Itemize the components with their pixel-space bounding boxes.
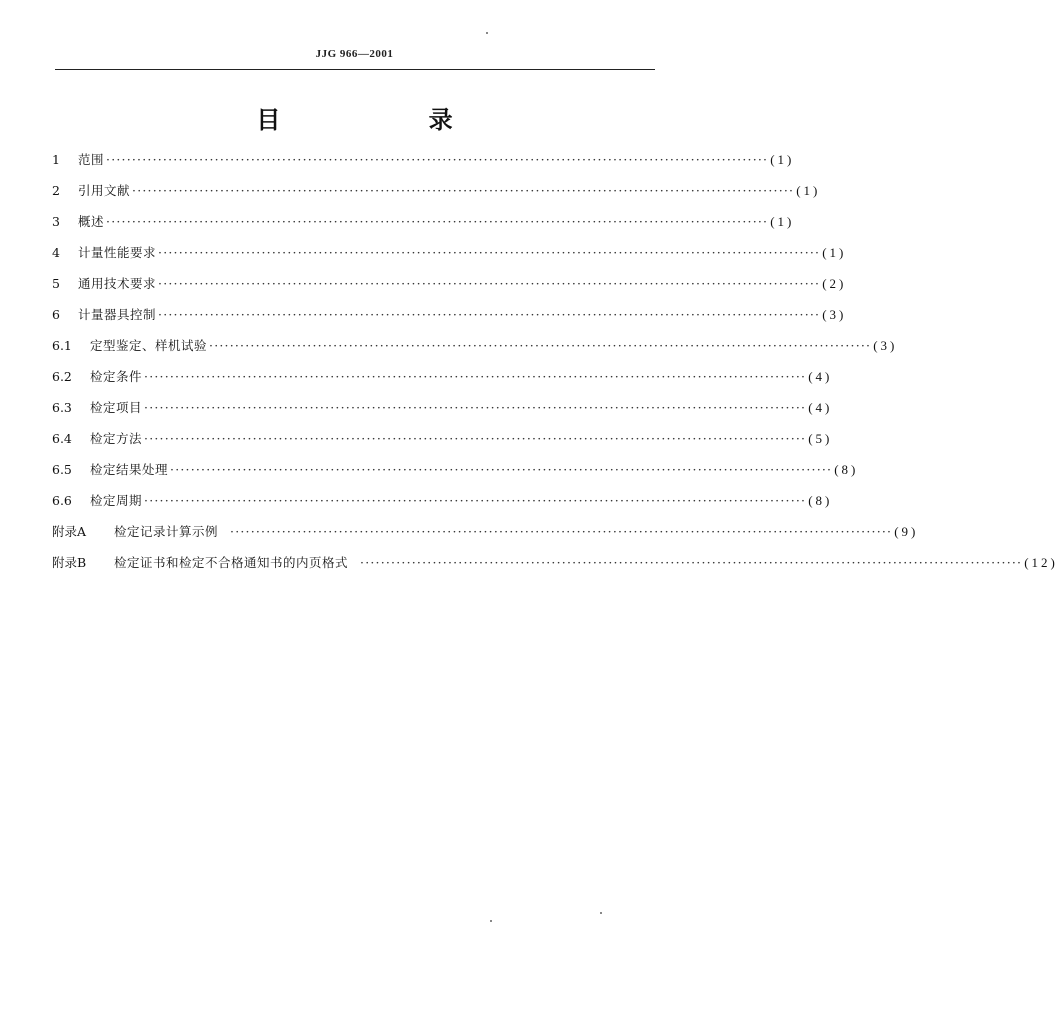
- toc-entry-page: (3): [822, 307, 847, 322]
- toc-leader-dots: ································································································································: [170, 462, 833, 477]
- toc-entry-page: (4): [808, 369, 833, 384]
- toc-leader-dots: ································································································································: [158, 245, 821, 260]
- toc-entry-page: (12): [1024, 555, 1058, 570]
- scan-speck: [600, 912, 602, 914]
- toc-leader-dots: ································································································································: [360, 555, 1023, 570]
- toc-entry-number: 6.6: [52, 493, 72, 508]
- toc-entry[interactable]: [52, 429, 833, 460]
- toc-entry-label: 计量性能要求: [78, 245, 157, 260]
- toc-leader-dots: ································································································································: [158, 276, 821, 291]
- toc-leader-dots: ································································································································: [144, 493, 807, 508]
- toc-leader-dots: ································································································································: [209, 338, 872, 353]
- toc-entry-number: 1: [52, 152, 60, 167]
- toc-entry-number: 6.3: [52, 400, 72, 415]
- toc-entry-label: 检定项目: [90, 400, 143, 415]
- toc-entry-label: 检定条件: [90, 369, 143, 384]
- toc-entry-number: 6: [52, 307, 60, 322]
- toc-entry[interactable]: [52, 398, 833, 429]
- toc-entry-number: 附录B: [52, 555, 87, 570]
- toc-entry-page: (5): [808, 431, 833, 446]
- page-title: 目 录: [256, 106, 523, 134]
- toc-leader-dots: ································································································································: [144, 400, 807, 415]
- toc-entry-label: 定型鉴定、样机试验: [90, 338, 208, 353]
- toc-entry-page: (8): [834, 462, 859, 477]
- toc-entry-page: (1): [796, 183, 821, 198]
- toc-entry-page: (3): [873, 338, 898, 353]
- toc-entry-label: 通用技术要求: [78, 276, 157, 291]
- toc-entry-page: (8): [808, 493, 833, 508]
- toc-entry-label: 检定证书和检定不合格通知书的内页格式: [114, 555, 349, 570]
- table-of-contents: [52, 150, 1058, 584]
- toc-entry-page: (9): [894, 524, 919, 539]
- toc-entry-label: 引用文献: [78, 183, 131, 198]
- toc-entry[interactable]: [52, 491, 833, 522]
- toc-entry-number: 6.5: [52, 462, 72, 477]
- toc-entry-label: 检定方法: [90, 431, 143, 446]
- toc-entry-label: 范围: [78, 152, 105, 167]
- toc-entry[interactable]: [52, 150, 795, 181]
- toc-leader-dots: ································································································································: [144, 369, 807, 384]
- toc-entry[interactable]: [52, 367, 833, 398]
- toc-entry-page: (4): [808, 400, 833, 415]
- toc-entry-number: 5: [52, 276, 60, 291]
- toc-entry-label: 概述: [78, 214, 105, 229]
- toc-entry-number: 2: [52, 183, 60, 198]
- toc-entry[interactable]: [52, 522, 919, 553]
- toc-entry[interactable]: [52, 212, 795, 243]
- document-header: JJG 966—2001: [315, 48, 394, 60]
- toc-leader-dots: ································································································································: [106, 214, 769, 229]
- header-rule: [55, 69, 655, 70]
- toc-entry-page: (1): [822, 245, 847, 260]
- toc-entry[interactable]: [52, 181, 821, 212]
- toc-entry-number: 6.4: [52, 431, 72, 446]
- toc-entry-page: (1): [770, 152, 795, 167]
- toc-leader-dots: ································································································································: [230, 524, 893, 539]
- toc-entry-number: 4: [52, 245, 60, 260]
- toc-entry[interactable]: [52, 305, 847, 336]
- scan-speck: [490, 920, 492, 922]
- toc-leader-dots: ································································································································: [144, 431, 807, 446]
- toc-entry-page: (1): [770, 214, 795, 229]
- toc-entry-label: 计量器具控制: [78, 307, 157, 322]
- toc-leader-dots: ································································································································: [158, 307, 821, 322]
- toc-entry[interactable]: [52, 336, 898, 367]
- toc-leader-dots: ································································································································: [106, 152, 769, 167]
- toc-entry-number: 6.2: [52, 369, 72, 384]
- scan-speck: [486, 32, 488, 34]
- toc-entry-label: 检定记录计算示例: [114, 524, 219, 539]
- toc-entry[interactable]: [52, 460, 859, 491]
- toc-entry-number: 6.1: [52, 338, 72, 353]
- toc-entry[interactable]: [52, 553, 1058, 584]
- toc-entry[interactable]: [52, 274, 847, 305]
- toc-entry[interactable]: [52, 243, 847, 274]
- toc-entry-number: 3: [52, 214, 60, 229]
- toc-entry-label: 检定结果处理: [90, 462, 169, 477]
- toc-entry-page: (2): [822, 276, 847, 291]
- toc-entry-label: 检定周期: [90, 493, 143, 508]
- toc-entry-number: 附录A: [52, 524, 87, 539]
- toc-leader-dots: ································································································································: [132, 183, 795, 198]
